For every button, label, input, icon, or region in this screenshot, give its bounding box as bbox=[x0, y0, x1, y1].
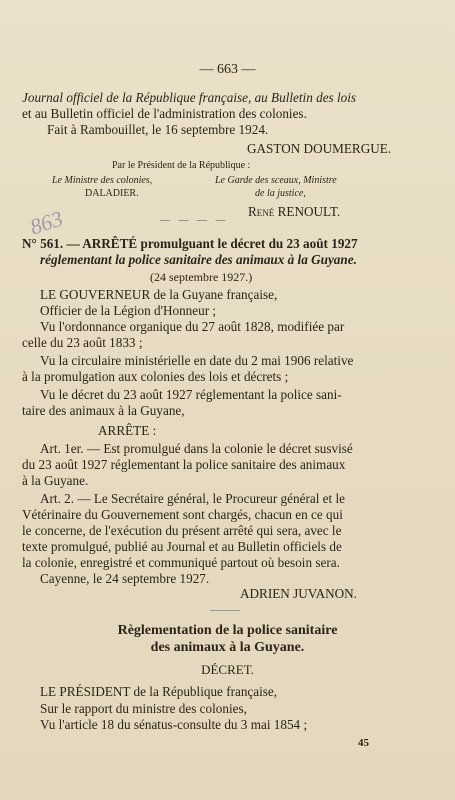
intro-line-2: et au Bulletin officiel de l'administration des colonies. bbox=[22, 106, 307, 121]
garde-name: René RENOULT. bbox=[248, 204, 341, 219]
vu-1a: Vu l'ordonnance organique du 27 août 1828, modifiée par bbox=[40, 319, 345, 334]
reglementation-title-1: Règlementation de la police sanitaire bbox=[117, 623, 338, 638]
decret-label: DÉCRET. bbox=[201, 662, 254, 677]
cayenne-date: Cayenne, le 24 septembre 1927. bbox=[40, 571, 210, 586]
officier-line: Officier de la Légion d'Honneur ; bbox=[40, 303, 217, 318]
art1-c: à la Guyane. bbox=[22, 473, 89, 488]
vu-2a: Vu la circulaire ministérielle en date du 2 mai 1906 relative bbox=[40, 353, 354, 368]
senatus-line: Vu l'article 18 du sénatus-consulte du 3 mai 1854 ; bbox=[40, 717, 308, 732]
vu-2b: à la promulgation aux colonies des lois et décrets ; bbox=[22, 369, 289, 384]
arrete-title-2: réglementant la police sanitaire des animaux à la Guyane. bbox=[40, 252, 357, 267]
vu-3b: taire des animaux à la Guyane, bbox=[22, 403, 185, 418]
page-number: — 663 — bbox=[199, 62, 256, 77]
intro-line-3: Fait à Rambouillet, le 16 septembre 1924. bbox=[47, 122, 269, 137]
reglementation-title-2: des animaux à la Guyane. bbox=[150, 640, 305, 655]
minister-title: Le Ministre des colonies, bbox=[52, 175, 153, 186]
garde-title: Le Garde des sceaux, Ministre bbox=[215, 175, 337, 186]
president-signature: GASTON DOUMERGUE. bbox=[247, 141, 392, 156]
president-line: LE PRÉSIDENT de la République française, bbox=[40, 684, 278, 699]
minister-name: DALADIER. bbox=[85, 188, 139, 199]
arrete-label: ARRÊTE : bbox=[98, 423, 157, 438]
arrete-date: (24 septembre 1927.) bbox=[150, 270, 253, 284]
art2-d: texte promulgué, publié au Journal et au Bulletin officiels de bbox=[22, 539, 342, 554]
art2-e: la colonie, enregistré et communiqué partout où besoin sera. bbox=[22, 555, 340, 570]
art2-c: le concerne, de l'exécution du présent arrêté qui sera, avec le bbox=[22, 523, 342, 538]
gouverneur-line: LE GOUVERNEUR de la Guyane française, bbox=[40, 287, 278, 302]
vu-1b: celle du 23 août 1833 ; bbox=[22, 335, 143, 350]
art2-a: Art. 2. — Le Secrétaire général, le Procureur général et le bbox=[40, 491, 345, 506]
juvanon-signature: ADRIEN JUVANON. bbox=[240, 586, 357, 601]
art1-b: du 23 août 1927 réglementant la police sanitaire des animaux bbox=[22, 457, 346, 472]
rapport-line: Sur le rapport du ministre des colonies, bbox=[40, 701, 247, 716]
art2-b: Vétérinaire du Gouvernement sont chargés, chacun en ce qui bbox=[22, 507, 343, 522]
vu-3a: Vu le décret du 23 août 1927 réglementant la police sani- bbox=[40, 387, 342, 402]
par-le-president: Par le Président de la République : bbox=[112, 160, 251, 171]
section-divider bbox=[210, 610, 240, 611]
footer-number: 45 bbox=[358, 737, 369, 749]
garde-title-2: de la justice, bbox=[255, 188, 306, 199]
arrete-title-1: N° 561. — ARRÊTÉ promulguant le décret du 23 août 1927 bbox=[22, 236, 358, 251]
art1-a: Art. 1er. — Est promulgué dans la colonie le décret susvisé bbox=[40, 441, 353, 456]
ornament-divider: — — — — bbox=[160, 215, 229, 226]
handwritten-note: 863 bbox=[26, 205, 66, 240]
intro-line-1: Journal officiel de la République française, au Bulletin des lois bbox=[22, 90, 357, 105]
